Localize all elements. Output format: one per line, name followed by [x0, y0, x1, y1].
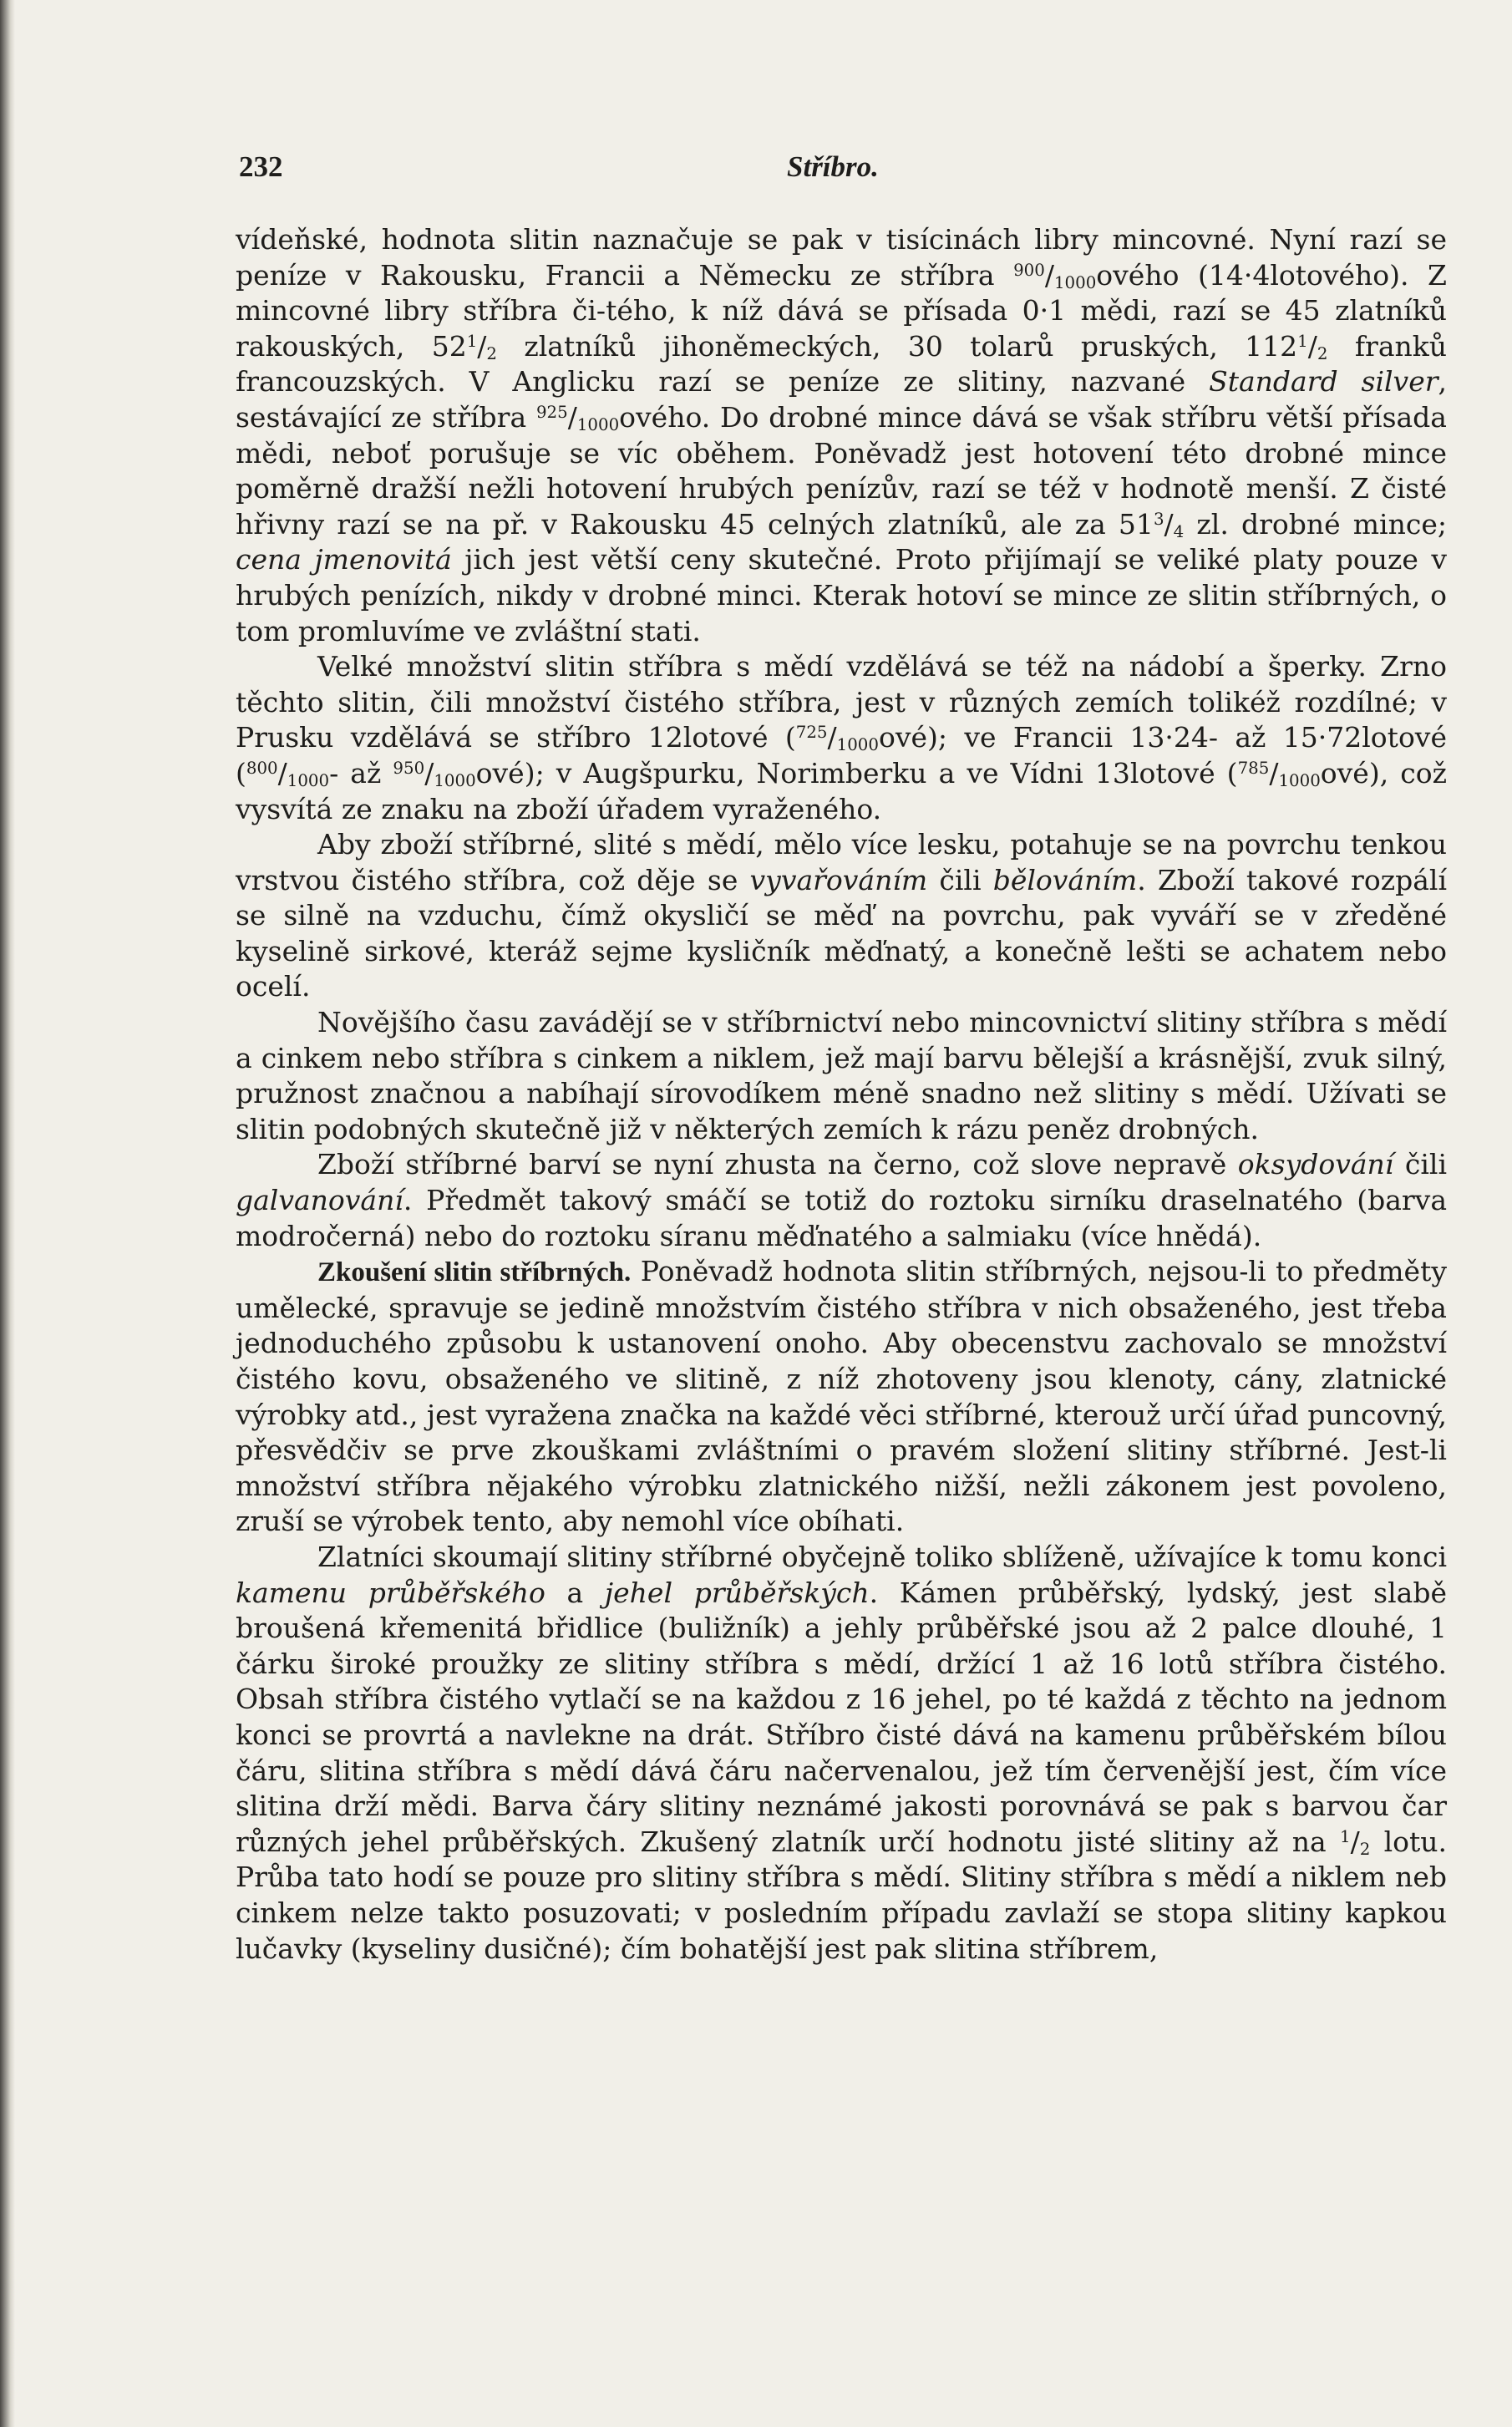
page-header — [236, 150, 1447, 209]
text-run: / — [277, 756, 287, 790]
text-run: / — [424, 756, 434, 790]
italic-term: jehel průběřských — [604, 1576, 870, 1609]
fraction-part: 1000 — [287, 770, 330, 790]
fraction-part: 785 — [1237, 759, 1270, 779]
fraction-part: 925 — [535, 403, 568, 423]
fraction-part: 900 — [1013, 260, 1045, 280]
fraction-part: 2 — [486, 343, 498, 363]
paragraph — [236, 1540, 1447, 1967]
text-run: a — [545, 1576, 605, 1609]
text-run: lotu. Průba tato hodí se pouze pro slitiny stříbra s mědí. Slitiny stříbra s mědí a niklem neb cinkem nelze takto posuzovati; v posledním případu zavlaží se stopa slitiny kapkou lučavky (kyseliny dusičné); čím bohatější jest pak slitina stříbrem, — [236, 1825, 1447, 1965]
text-run: Velké množství slitin stříbra s mědí vzdělává se též na nádobí a šperky. Zrno těchto slitin, čili množství čistého stříbra, jest v různých zemích tolikéž rozdílné; v Prusku vzdělává se stříbro 12lotové ( — [236, 650, 1447, 754]
book-page — [236, 150, 1447, 1967]
italic-term: kamenu průběřského — [236, 1576, 545, 1609]
fraction-part: 1 — [1297, 331, 1308, 351]
paragraph — [236, 222, 1447, 649]
text-run: vídeňské, hodnota slitin naznačuje se pak v tisícinách libry mincovné. Nyní razí se peníze v Rakousku, Francii a Německu ze stříbra — [236, 223, 1447, 292]
italic-term: galvanování — [236, 1184, 403, 1217]
fraction-part: 4 — [1173, 521, 1185, 541]
text-run: Poněvadž hodnota slitin stříbrných, nejsou-li to předměty umělecké, spravuje se jedině množstvím čistého stříbra v nich obsaženého, jest třeba jednoduchého způsobu k ustanovení onoho. Aby obecenstvu zachovalo se množství čistého kovu, obsaženého ve slitině, z níž zhotoveny jsou klenoty, cány, zlatnické výrobky atd., jest vyražena značka na každé věci stříbrné, kterouž určí úřad puncovný, přesvědčiv se prve zkouškami zvláštními o pravém složení slitiny stříbrné. Jest-li množství stříbra nějakého výrobku zlatnického nižší, nežli zákonem jest povoleno, zruší se výrobek tento, aby nemohl více obíhati. — [236, 1255, 1447, 1538]
text-run: jich jest větší ceny skutečné. Proto přijímají se veliké platy pouze v hrubých penízích, nikdy v drobné minci. Kterak hotoví se mince ze slitin stříbrných, o tom promluvíme ve zvláštní stati. — [236, 543, 1447, 647]
fraction-part: 950 — [393, 759, 425, 779]
text-run: ové); v Augšpurku, Norimberku a ve Vídni 13lotové ( — [475, 756, 1238, 790]
text-run: , sestávající ze stříbra — [236, 365, 1447, 434]
fraction-part: 1000 — [434, 770, 476, 790]
paragraph — [236, 1147, 1447, 1254]
italic-term: oksydování — [1237, 1148, 1394, 1181]
text-run: / — [1307, 329, 1317, 363]
fraction-part: 800 — [246, 759, 278, 779]
text-run: franků francouzských. V Anglicku razí se peníze ze slitiny, nazvané — [236, 329, 1447, 399]
text-run: / — [477, 329, 487, 363]
text-run: - až — [329, 756, 393, 790]
text-run: Zlatníci skoumají slitiny stříbrné obyčejně toliko sblíženě, užívajíce k tomu konci — [317, 1540, 1447, 1573]
text-run: / — [827, 721, 837, 754]
fraction-part: 3 — [1153, 509, 1164, 529]
text-run: zl. drobné mince; — [1184, 507, 1447, 541]
fraction-part: 1000 — [836, 735, 879, 755]
text-run: ové), což vysvítá ze znaku na zboží úřadem vyraženého. — [236, 756, 1447, 825]
italic-term: Standard silver — [1209, 365, 1438, 399]
running-title: Stříbro. — [787, 150, 879, 183]
text-run: zlatníků jihoněmeckých, 30 tolarů pruských, 112 — [497, 329, 1298, 363]
text-run: čili — [1393, 1148, 1448, 1181]
fraction-part: 1000 — [1278, 770, 1321, 790]
italic-term: bělováním — [992, 863, 1138, 896]
page-edge-shadow — [0, 0, 15, 2427]
text-run: čili — [927, 863, 993, 896]
paragraph — [236, 1254, 1447, 1540]
text-run: . Kámen průběřský, lydský, jest slabě broušená křemenitá břidlice (buližník) a jehly průběřské jsou až 2 palce dlouhé, 1 čárku široké proužky ze slitiny stříbra s mědí, držící 1 až 16 lotů stříbra čistého. Obsah stříbra čistého vytlačí se na každou z 16 jehel, po té každá z těchto na jednom konci se provrtá a navlekne na drát. Stříbro čisté dává na kamenu průběřském bílou čáru, slitina stříbra s mědí dává čáru načervenalou, jež tím červenější jest, čím více slitina drží mědi. Barva čáry slitiny neznámé jakosti porovnává se pak s barvou čar různých jehel průběřských. Zkušený zlatník určí hodnotu jisté slitiny až na — [236, 1576, 1447, 1858]
text-run: ové); ve Francii 13·24- až 15·72lotové ( — [236, 721, 1447, 790]
fraction-part: 1 — [466, 331, 478, 351]
fraction-part: 1000 — [1053, 272, 1097, 292]
text-run: / — [1350, 1825, 1360, 1858]
paragraph — [236, 827, 1447, 1005]
text-run: / — [567, 400, 577, 434]
text-run: / — [1044, 258, 1054, 292]
page-number: 232 — [239, 150, 283, 183]
fraction-part: 725 — [795, 723, 828, 743]
fraction-part: 2 — [1317, 343, 1328, 363]
fraction-part: 2 — [1359, 1839, 1371, 1859]
paragraph — [236, 1005, 1447, 1147]
text-run: / — [1269, 756, 1279, 790]
text-run: / — [1164, 507, 1174, 541]
italic-term: cena jmenovitá — [236, 543, 452, 576]
text-run: Zboží stříbrné barví se nyní zhusta na černo, což slove nepravě — [317, 1148, 1238, 1181]
body-text — [236, 222, 1447, 1967]
section-heading: Zkoušení slitin stříbrných. — [317, 1257, 632, 1288]
italic-term: vyvařováním — [749, 863, 928, 896]
fraction-part: 1000 — [576, 414, 620, 434]
text-run: ového (14·4lotového). Z mincovné libry stříbra či-tého, k níž dává se přísada 0·1 mědi, razí se 45 zlatníků rakouských, 52 — [236, 258, 1447, 363]
text-run: . Předmět takový smáčí se totiž do roztoku sirníku draselnatého (barva modročerná) nebo do roztoku síranu měďnatého a salmiaku (více hnědá). — [236, 1184, 1447, 1252]
text-run: ového. Do drobné mince dává se však stříbru větší přísada mědi, neboť porušuje se víc oběhem. Poněvadž jest hotovení této drobné mince poměrně dražší nežli hotovení hrubých penízův, razí se též v hodnotě menší. Z čisté hřivny razí se na př. v Rakousku 45 celných zlatníků, ale za 51 — [236, 400, 1447, 541]
fraction-part: 1 — [1339, 1826, 1351, 1846]
paragraph — [236, 649, 1447, 827]
text-run: Aby zboží stříbrné, slité s mědí, mělo více lesku, potahuje se na povrchu tenkou vrstvou čistého stříbra, což děje se — [236, 828, 1447, 896]
text-run: Novějšího času zavádějí se v stříbrnictví nebo mincovnictví slitiny stříbra s mědí a cinkem nebo stříbra s cinkem a niklem, jež mají barvu bělejší a krásnější, zvuk silný, pružnost značnou a nabíhají sírovodíkem méně snadno než slitiny s mědí. Užívati se slitin podobných skutečně již v některých zemích k rázu peněz drobných. — [236, 1006, 1447, 1145]
text-run: . Zboží takové rozpálí se silně na vzduchu, čímž okysličí se měď na povrchu, pak vyváří se v zředěné kyselině sirkové, kteráž sejme kysličník měďnatý, a konečně lešti se achatem nebo ocelí. — [236, 863, 1447, 1003]
